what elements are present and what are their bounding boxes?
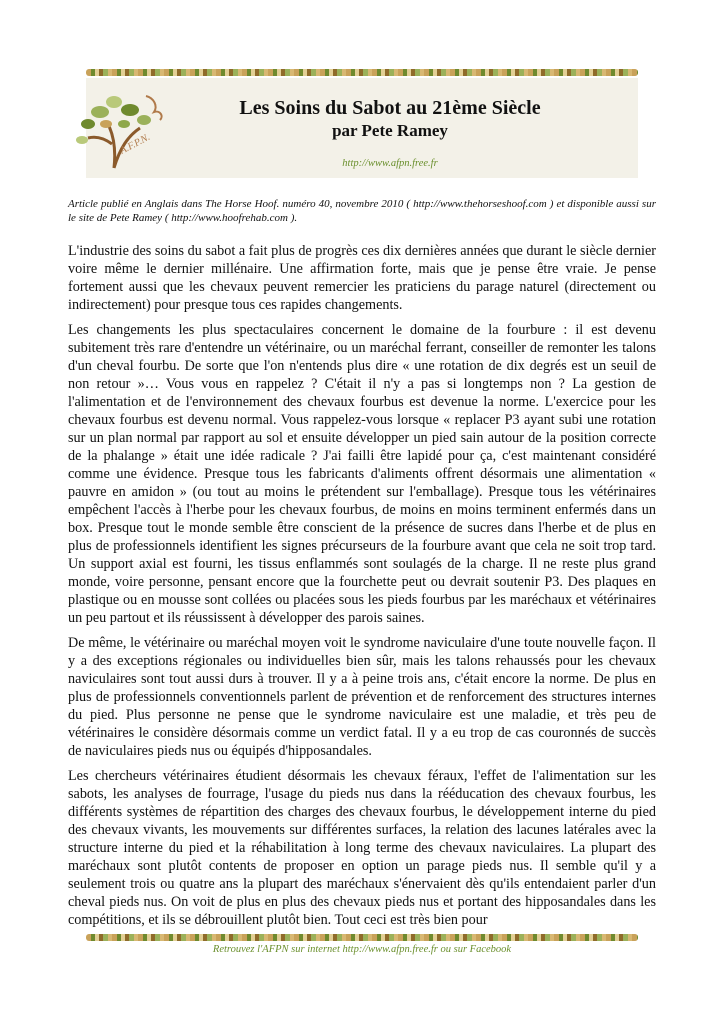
article-title: Les Soins du Sabot au 21ème Siècle (239, 97, 541, 119)
afpn-tree-logo-icon (74, 88, 169, 173)
decorative-leaf-border-bottom (86, 934, 638, 941)
paragraph: Les changements les plus spectaculaires concernent le domaine de la fourbure : il est devenu subitement très rare d'entendre un vétérinaire, ou un maréchal ferrant, conseiller de remonter les talons d'un cheval fourbu. De sorte que l'on n'entends plus dire « une rotation de dix degrés est un seuil de non retour »… Vous vous en rappelez ? C'était il n'y a pas si longtemps non ? La gestion de l'alimentation et de l'environnement des chevaux fourbus est devenue la norme. L'exercice pour les chevaux fourbus est devenu normal. Vous rappelez-vous lorsque « replacer P3 ayant subi une rotation sur un plan normal par rapport au sol et ensuite développer un pied sain autour de la position correcte de la phalange » était une idée radicale ? J'ai failli être lapidé pour ça, c'est maintenant considéré comme une évidence. Presque tous les fabricants d'aliments offrent désormais une alimentation « pauvre en amidon » (ou tout au moins le prétendent sur l'emballage). Presque tous les vétérinaires empêchent l'accès à l'herbe pour les chevaux fourbus, de moins en moins terminent enfermés dans un box. Presque tout le monde semble être conscient de la présence de sucres dans l'herbe et de plus en plus de professionnels identifient les signes précurseurs de la fourbure avant que cela ne soit trop tard. Un support axial est fourni, les tissus enflammés sont soulagés de la charge. Il ne reste plus grand monde, voire personne, pensant encore que la fourchette peut ou devrait soutenir P3. Des plaques en plastique ou en mousse sont collées ou placées sous les pieds fourbus par les maréchaux et vétérinaires un peu partout et ils réussissent à développer des parois saines. (68, 322, 656, 626)
footer-text: Retrouvez l'AFPN sur internet http://www.afpn.free.fr ou sur Facebook (212, 944, 512, 955)
paragraph: De même, le vétérinaire ou maréchal moyen voit le syndrome naviculaire d'une toute nouvelle façon. Il y a des exceptions régionales ou individuelles bien sûr, mais les talons rehaussés pour les chevaux naviculaires sont tout aussi durs à trouver. Il y a à peine trois ans, c'était encore la norme. De plus en plus de professionnels conventionnels parlent de prévention et de renforcement des structures internes du pied. Plus personne ne pense que le syndrome naviculaire est une maladie, et très peu de vétérinaires le considère désormais comme un verdict fatal. Il y a eu trop de cas couronnés de succès de naviculaires pieds nus ou équipés d'hipposandales. (68, 635, 656, 759)
paragraph: L'industrie des soins du sabot a fait plus de progrès ces dix dernières années que durant le siècle dernier voire même le dernier millénaire. Une affirmation forte, mais que je pense être vraie. Je pense fortement aussi que les chevaux peuvent remercier les praticiens du parage naturel (directement ou indirectement) pour presque tous ces rapides changements. (68, 243, 656, 313)
decorative-leaf-border-top (86, 69, 638, 76)
publication-note: Article publié en Anglais dans The Horse Hoof. numéro 40, novembre 2010 ( http://www.thehorseshoof.com ) et disponible aussi sur le site de Pete Ramey ( http://www.hoofrehab.com ). (68, 198, 656, 224)
article-body (68, 242, 656, 936)
logo-text: A.F.P.N. (118, 131, 153, 157)
paragraph: Les chercheurs vétérinaires étudient désormais les chevaux féraux, l'effet de l'alimentation sur les sabots, les analyses de fourrage, l'usage du pieds nus dans la rééducation des chevaux fourbus, les différents systèmes de répartition des charges des chevaux fourbus, le développement interne du pied des chevaux vivants, les mouvements sur différentes surfaces, la relation des lacunes latérales avec la structure interne du pied et la réhabilitation à long terme des chevaux naviculaires. La plupart des maréchaux sont plutôt contents de proposer en option un parage pieds nus. Il semble qu'il y a seulement trois ou quatre ans la plupart des maréchaux s'énervaient dès qu'ils entendaient parler d'un cheval pieds nus. On voit de plus en plus des chevaux pieds nus et portant des hipposandales dans les compétitions, et ils se débrouillent plutôt bien. Tout ceci est très bien pour (68, 768, 656, 928)
article-author: par Pete Ramey (332, 121, 448, 140)
header-url-link[interactable]: http://www.afpn.free.fr (342, 158, 438, 169)
